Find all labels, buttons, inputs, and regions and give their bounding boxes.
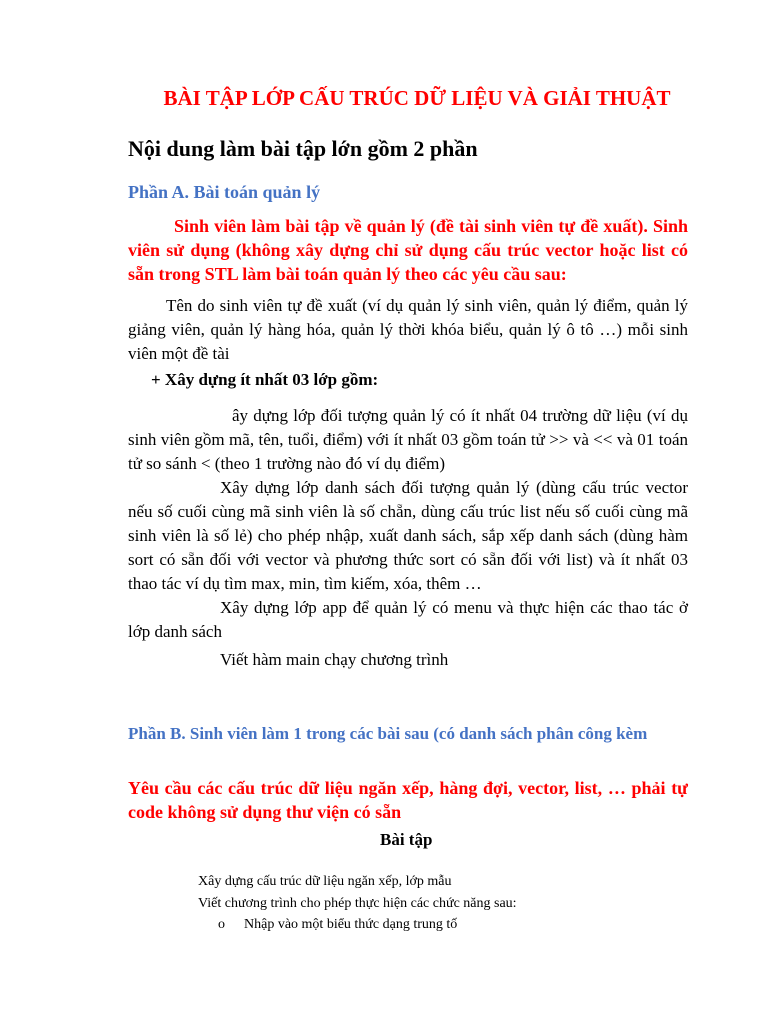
part-b-requirement: Yêu cầu các cấu trúc dữ liệu ngăn xếp, hàng đợi, vector, list, … phải tự code không sử dụng thư viện có sẵn bbox=[128, 778, 688, 822]
exercise-title: Bài tập bbox=[380, 830, 433, 849]
document-subtitle: Nội dung làm bài tập lớn gồm 2 phần bbox=[128, 136, 478, 161]
classes-heading: + Xây dựng ít nhất 03 lớp gồm: bbox=[151, 370, 379, 389]
main-function-note: Viết hàm main chạy chương trình bbox=[220, 650, 449, 669]
exercise-bullet-1 bbox=[218, 915, 457, 935]
bullet-text: Nhập vào một biểu thức dạng trung tố bbox=[244, 917, 458, 932]
bullet-marker: o bbox=[218, 917, 225, 932]
class-1-description: ây dựng lớp đối tượng quản lý có ít nhất 04 trường dữ liệu (ví dụ sinh viên gồm mã, tên, tuổi, điểm) với ít nhất 03 gồm toán tử >> và << và 01 toán tử so sánh < (theo 1 trường nào đó ví dụ điểm) bbox=[128, 406, 688, 473]
document-title: BÀI TẬP LỚP CẤU TRÚC DỮ LIỆU VÀ GIẢI THUẬT bbox=[163, 86, 671, 110]
exercise-line-1: Xây dựng cấu trúc dữ liệu ngăn xếp, lớp mẫu bbox=[198, 874, 452, 889]
class-3-description: Xây dựng lớp app để quản lý có menu và thực hiện các thao tác ở lớp danh sách bbox=[128, 598, 688, 641]
part-a-topic: Tên do sinh viên tự đề xuất (ví dụ quản lý sinh viên, quản lý điểm, quản lý giảng viên, quản lý hàng hóa, quản lý thời khóa biểu, quản lý ô tô …) mỗi sinh viên một đề tài bbox=[128, 296, 688, 363]
class-2-description: Xây dựng lớp danh sách đối tượng quản lý (dùng cấu trúc vector nếu số cuối cùng mã sinh viên là số chẵn, dùng cấu trúc list nếu số cuối cùng mã sinh viên là số lẻ) cho phép nhập, xuất danh sách, sắp xếp danh sách (dùng hàm sort có sẵn đối với vector và phương thức sort có sẵn đối với list) và ít nhất 03 thao tác ví dụ tìm max, min, tìm kiếm, xóa, thêm … bbox=[128, 478, 688, 593]
exercise-line-2: Viết chương trình cho phép thực hiện các chức năng sau: bbox=[198, 896, 517, 911]
part-b-heading: Phần B. Sinh viên làm 1 trong các bài sau (có danh sách phân công kèm bbox=[128, 724, 648, 743]
part-a-intro: Sinh viên làm bài tập về quản lý (đề tài sinh viên tự đề xuất). Sinh viên sử dụng (không xây dựng chỉ sử dụng cấu trúc vector hoặc list có sẵn trong STL làm bài toán quản lý theo các yêu cầu sau: bbox=[128, 216, 688, 284]
part-a-heading: Phần A. Bài toán quản lý bbox=[128, 182, 321, 202]
